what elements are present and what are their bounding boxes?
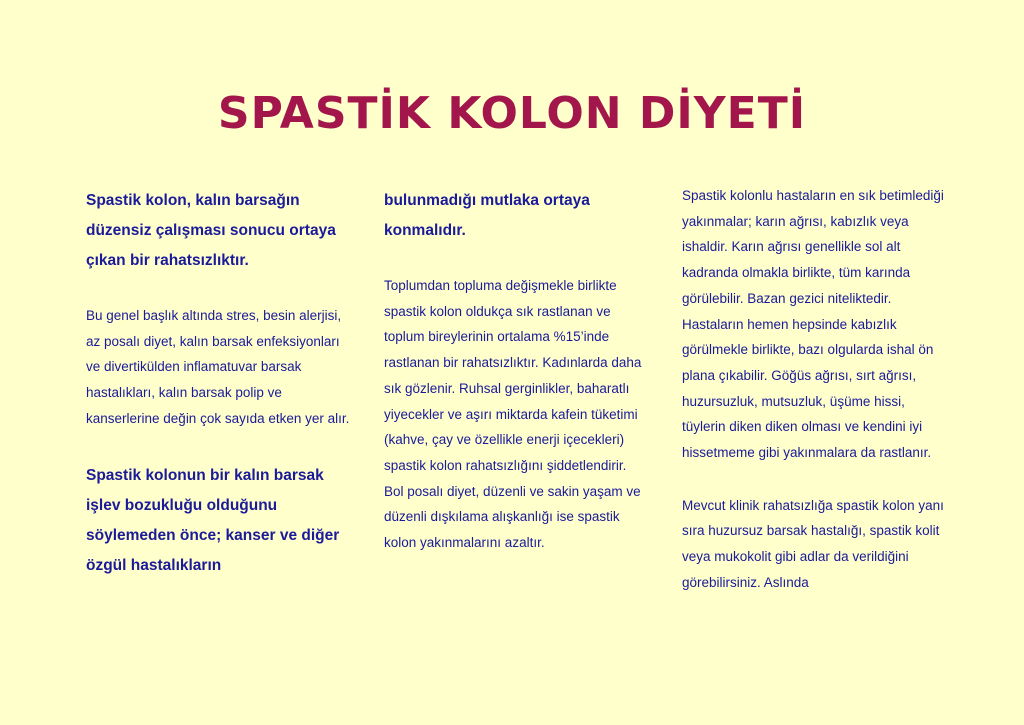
column-3 <box>682 183 947 596</box>
diagnosis-continuation-paragraph: bulunmadığı mutlaka ortaya konmalıdır. <box>384 192 590 239</box>
causes-paragraph: Bu genel başlık altında stres, besin alerjisi, az posalı diyet, kalın barsak enfeksiyonları ve divertikülden inflamatuvar barsak hastalıkları, kalın barsak polip ve kanserlerine değin çok sayıda etken yer alır. <box>86 308 350 426</box>
diagnosis-paragraph: Spastik kolonun bir kalın barsak işlev bozukluğu olduğunu söylemeden önce; kanser ve diğer özgül hastalıkların <box>86 466 340 574</box>
page-title: SPASTİK KOLON DİYETİ <box>217 88 807 139</box>
intro-paragraph: Spastik kolon, kalın barsağın düzensiz çalışması sonucu ortaya çıkan bir rahatsızlıktır. <box>86 192 336 269</box>
names-paragraph: Mevcut klinik rahatsızlığa spastik kolon yanı sıra huzursuz barsak hastalığı, spastik kolit veya mukokolit gibi adlar da verildiğini görebilirsiniz. Aslında <box>682 497 944 590</box>
prevalence-paragraph: Toplumdan topluma değişmekle birlikte spastik kolon oldukça sık rastlanan ve toplum bireylerinin ortalama %15’inde rastlanan bir rahatsızlıktır. Kadınlarda daha sık gözlenir. Ruhsal gerginlikler, baharatlı yiyecekler ve aşırı miktarda kafein tüketimi (kahve, çay ve özellikle enerji içecekleri) spastik kolon rahatsızlığını şiddetlendirir. Bol posalı diyet, düzenli ve sakin yaşam ve düzenli dışkılama alışkanlığı ise spastik kolon yakınmalarını azaltır. <box>384 278 642 551</box>
symptoms-paragraph: Spastik kolonlu hastaların en sık betimlediği yakınmalar; karın ağrısı, kabızlık veya ishaldir. Karın ağrısı genellikle sol alt kadranda olmakla birlikte, tüm karında görülebilir. Bazan gezici niteliktedir. Hastaların hemen hepsinde kabızlık görülmekle birlikte, bazı olgularda ishal ön plana çıkabilir. Göğüs ağrısı, sırt ağrısı, huzursuzluk, mutsuzluk, üşüme hissi, tüylerin diken diken olması ve kendini iyi hissetmeme gibi yakınmalara da rastlanır. <box>682 188 944 461</box>
column-2 <box>384 186 649 556</box>
column-1 <box>86 186 351 581</box>
